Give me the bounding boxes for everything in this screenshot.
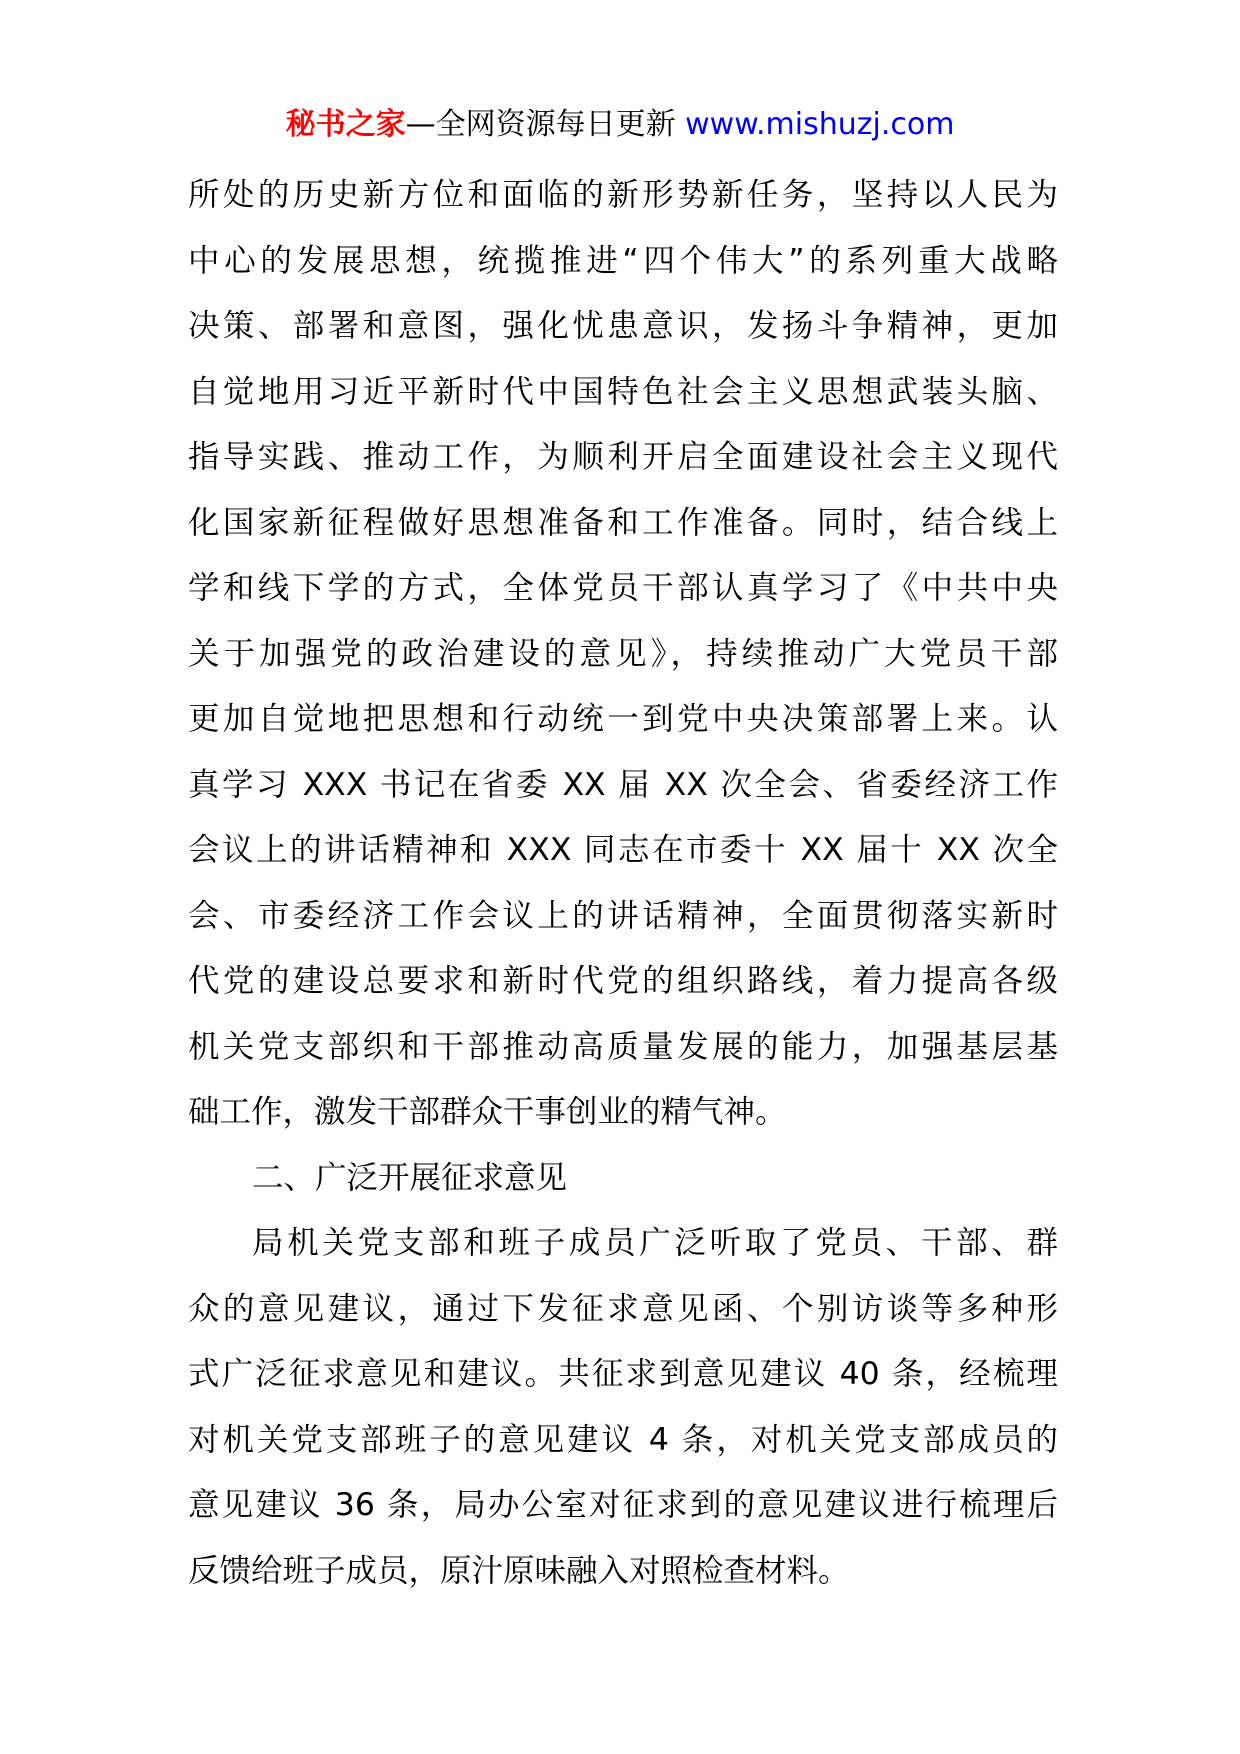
section-heading: 二、广泛开展征求意见: [252, 1159, 568, 1196]
header-site-link[interactable]: www.mishuzj.com: [685, 107, 955, 142]
header-brand: 秘书之家: [285, 107, 406, 142]
body-line: 自觉地用习近平新时代中国特色社会主义思想武装头脑、: [188, 373, 1058, 410]
body-line: 决策、部署和意图，强化忧患意识，发扬斗争精神，更加: [188, 308, 1058, 344]
body-line: 对机关党支部班子的意见建议 4 条，对机关党支部成员的: [188, 1421, 1058, 1458]
body-line: 局机关党支部和班子成员广泛听取了党员、干部、群: [252, 1225, 1058, 1261]
body-line: 学和线下学的方式，全体党员干部认真学习了《中共中央: [188, 570, 1058, 606]
body-line: 会议上的讲话精神和 XXX 同志在市委十 XX 届十 XX 次全: [188, 832, 1058, 868]
body-line: 础工作，激发干部群众干事创业的精气神。: [188, 1094, 787, 1130]
body-line: 更加自觉地把思想和行动统一到党中央决策部署上来。认: [188, 701, 1058, 737]
header-slogan: —全网资源每日更新: [405, 107, 686, 142]
body-line: 众的意见建议，通过下发征求意见函、个别访谈等多种形: [188, 1290, 1058, 1327]
body-line: 代党的建设总要求和新时代党的组织路线，着力提高各级: [188, 963, 1058, 999]
body-line: 化国家新征程做好思想准备和工作准备。同时，结合线上: [188, 504, 1058, 541]
body-line: 中心的发展思想，统揽推进“四个伟大”的系列重大战略: [188, 242, 1058, 279]
page-header: [0, 103, 1240, 147]
document-body: [188, 163, 1058, 1604]
body-line: 意见建议 36 条，局办公室对征求到的意见建议进行梳理后: [188, 1487, 1058, 1523]
body-line: 反馈给班子成员，原汁原味融入对照检查材料。: [188, 1552, 850, 1589]
body-line: 式广泛征求意见和建议。共征求到意见建议 40 条，经梳理: [188, 1356, 1058, 1392]
body-line: 指导实践、推动工作，为顺利开启全面建设社会主义现代: [188, 439, 1058, 475]
body-line: 机关党支部织和干部推动高质量发展的能力，加强基层基: [188, 1028, 1058, 1065]
body-line: 所处的历史新方位和面临的新形势新任务，坚持以人民为: [188, 177, 1058, 213]
body-line: 会、市委经济工作会议上的讲话精神，全面贯彻落实新时: [188, 897, 1058, 934]
body-line: 真学习 XXX 书记在省委 XX 届 XX 次全会、省委经济工作: [188, 766, 1058, 803]
body-line: 关于加强党的政治建设的意见》，持续推动广大党员干部: [188, 635, 1058, 672]
